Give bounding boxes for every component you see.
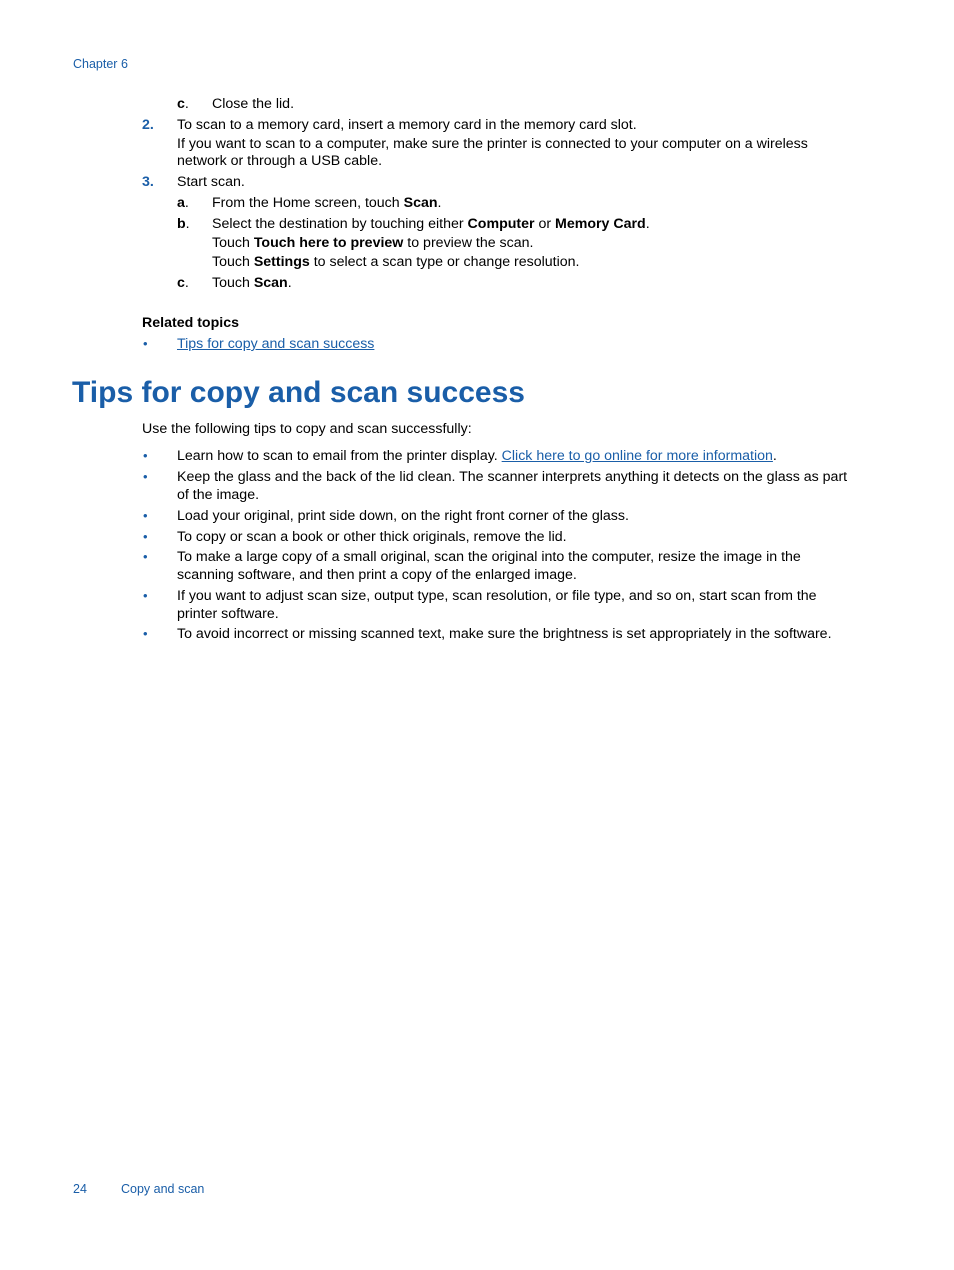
tip-item-line1: If you want to adjust scan size, output type, scan resolution, or file type, and so on, start scan from the	[177, 588, 817, 604]
tip-bullet: •	[143, 508, 148, 523]
step3-b-letter: b.	[177, 216, 190, 232]
tip-item-line2: of the image.	[177, 487, 260, 503]
step3-b-line3: Touch Settings to select a scan type or change resolution.	[212, 254, 580, 270]
step3-c-text: Touch Scan.	[212, 275, 292, 291]
tip-item: Learn how to scan to email from the printer display. Click here to go online for more information.	[177, 448, 777, 464]
chapter-header: Chapter 6	[73, 57, 128, 71]
online-info-link[interactable]: Click here to go online for more information	[501, 448, 773, 464]
tip-item-line1: To avoid incorrect or missing scanned text, make sure the brightness is set appropriately in the software.	[177, 626, 832, 642]
step3-text: Start scan.	[177, 174, 245, 190]
step1-c-letter: c.	[177, 96, 189, 112]
step1-c-text: Close the lid.	[212, 96, 295, 112]
tip-item-line1: Load your original, print side down, on the right front corner of the glass.	[177, 508, 629, 524]
related-bullet: •	[143, 336, 148, 351]
tip-bullet: •	[143, 588, 148, 603]
tip-item-line1: Keep the glass and the back of the lid clean. The scanner interprets anything it detects on the glass as part	[177, 469, 848, 485]
footer-section-title: Copy and scan	[121, 1182, 205, 1196]
step2-note-line2: network or through a USB cable.	[177, 153, 383, 169]
step2-number: 2.	[142, 117, 154, 133]
related-topics-heading: Related topics	[142, 315, 239, 331]
related-link-tips[interactable]: Tips for copy and scan success	[177, 336, 375, 352]
tip-bullet: •	[143, 448, 148, 463]
step3-b-line2: Touch Touch here to preview to preview the scan.	[212, 235, 534, 251]
step2-text: To scan to a memory card, insert a memory card in the memory card slot.	[177, 117, 637, 133]
step3-a-text: From the Home screen, touch Scan.	[212, 195, 442, 211]
section-intro: Use the following tips to copy and scan successfully:	[142, 421, 472, 437]
tip-item-line1: To copy or scan a book or other thick originals, remove the lid.	[177, 529, 567, 545]
step3-a-letter: a.	[177, 195, 189, 211]
step2-note-line1: If you want to scan to a computer, make sure the printer is connected to your computer on a wireless	[177, 136, 808, 152]
tip-bullet: •	[143, 469, 148, 484]
tip-item-line2: printer software.	[177, 606, 279, 622]
section-title: Tips for copy and scan success	[72, 376, 525, 409]
tip-item-line1: To make a large copy of a small original, scan the original into the computer, resize the image in the	[177, 549, 801, 565]
tip-bullet: •	[143, 626, 148, 641]
tip-bullet: •	[143, 529, 148, 544]
tip-bullet: •	[143, 549, 148, 564]
step3-c-letter: c.	[177, 275, 189, 291]
step3-b-text: Select the destination by touching either Computer or Memory Card.	[212, 216, 650, 232]
step3-number: 3.	[142, 174, 154, 190]
tip-item-line2: scanning software, and then print a copy of the enlarged image.	[177, 567, 577, 583]
page-number: 24	[73, 1182, 87, 1196]
